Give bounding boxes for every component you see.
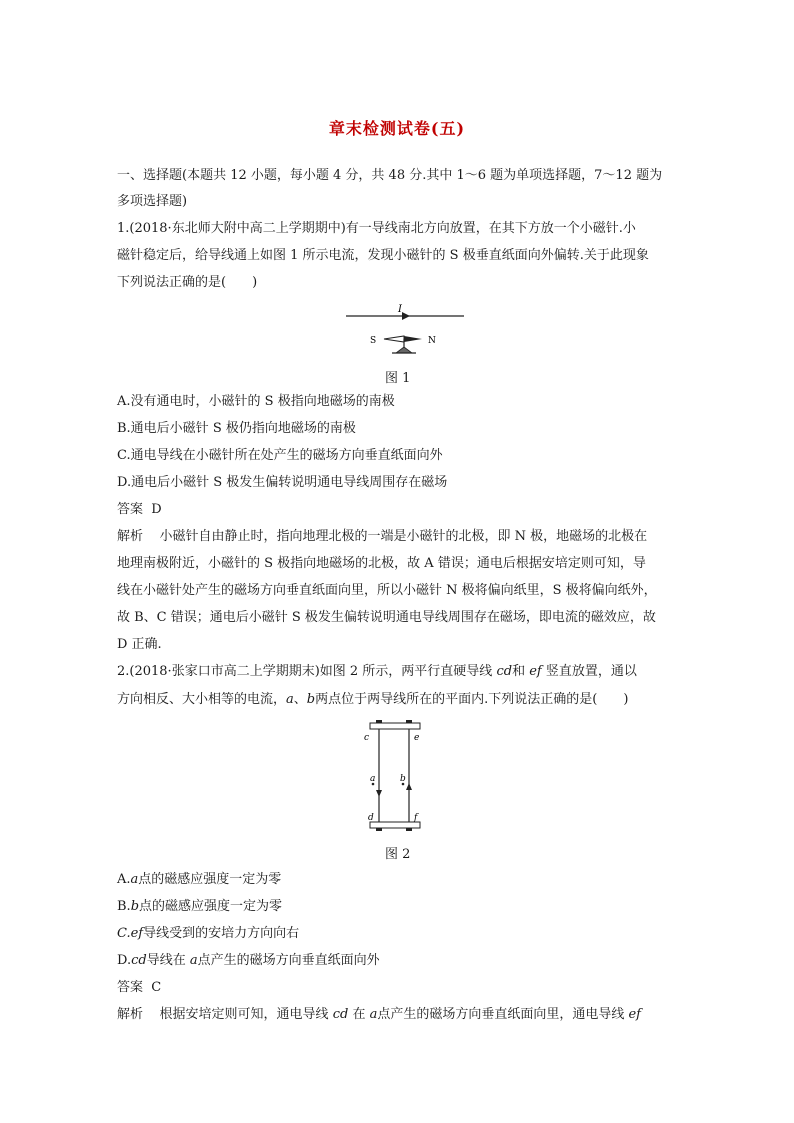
svg-text:a: a — [370, 774, 376, 784]
current-arrow — [402, 312, 410, 320]
q1-analysis-line2: 地理南极附近，小磁针的 S 极指向地磁场的北极，故 A 错误；通电后根据安培定则可知，导 — [117, 556, 646, 571]
q2-stem-line2 — [117, 690, 682, 710]
q1-answer — [117, 500, 682, 520]
svg-text:e: e — [414, 733, 420, 743]
var-b: b — [130, 899, 140, 914]
option-text: 导线在 — [146, 953, 190, 968]
figure-1-compass-wire — [340, 303, 470, 361]
needle-south — [384, 336, 404, 342]
svg-text:f: f — [414, 813, 418, 823]
q1-option-b: B.通电后小磁针 S 极仍指向地磁场的南极 — [117, 421, 356, 436]
svg-text:c: c — [364, 733, 370, 743]
figure-2-caption: 图 2 — [385, 847, 411, 862]
needle-stand — [396, 347, 412, 353]
answer-value: D — [151, 502, 162, 517]
stem-text: 竖直放置，通以 — [545, 664, 637, 679]
q2-option-c — [117, 924, 682, 944]
q2-answer — [117, 978, 682, 998]
q1-option-d: D.通电后小磁针 S 极发生偏转说明通电导线周围存在磁场 — [117, 475, 448, 490]
analysis-text: 在 — [352, 1007, 370, 1022]
q1-analysis-line1 — [117, 527, 682, 547]
var-ef: C.ef — [117, 926, 144, 941]
option-text: B. — [117, 899, 131, 914]
section-heading-line1: 一、选择题(本题共 12 小题，每小题 4 分，共 48 分.其中 1～6 题为单项选择题，7～12 题为 — [117, 168, 663, 183]
analysis-text: 点产生的磁场方向垂直纸面向里，通电导线 — [377, 1007, 629, 1022]
analysis-label: 解析 — [117, 529, 144, 544]
svg-text:b: b — [400, 774, 406, 784]
q1-stem-line3: 下列说法正确的是( ) — [117, 275, 258, 290]
answer-label: 答案 — [117, 980, 144, 995]
var-b: b — [306, 692, 316, 707]
stem-text: 方向相反、大小相等的电流， — [117, 692, 287, 707]
q2-analysis-line1 — [117, 1005, 682, 1025]
section-heading-line2: 多项选择题) — [117, 194, 188, 209]
q2-option-d — [117, 951, 682, 971]
current-label: I — [398, 304, 402, 315]
var-a: a — [286, 692, 294, 707]
figure-1-caption: 图 1 — [385, 371, 411, 386]
top-bar — [370, 723, 420, 729]
var-ef: ef — [628, 1007, 641, 1022]
option-text: 点产生的磁场方向垂直纸面向外 — [197, 953, 380, 968]
option-text: 导线受到的安培力方向向右 — [143, 926, 300, 941]
arrow-ef-up — [406, 783, 412, 790]
q1-option-a: A.没有通电时，小磁针的 S 极指向地磁场的南极 — [117, 394, 395, 409]
q2-option-b — [117, 897, 682, 917]
var-a: a — [130, 872, 139, 887]
option-text: D. — [117, 953, 132, 968]
var-a: a — [189, 953, 198, 968]
page-title: 章末检测试卷(五) — [328, 119, 466, 138]
q1-option-c: C.通电导线在小磁针所在处产生的磁场方向垂直纸面向外 — [117, 448, 443, 463]
stem-text: 2.(2018·张家口市高二上学期期末)如图 2 所示，两平行直硬导线 — [117, 664, 493, 679]
q2-stem-line1 — [117, 662, 682, 682]
var-ef: ef — [529, 664, 542, 679]
option-text: 点的磁感应强度一定为零 — [138, 872, 282, 887]
q1-analysis-line3: 线在小磁针处产生的磁场方向垂直纸面向里，所以小磁针 N 极将偏向纸里，S 极将偏向纸外， — [117, 583, 657, 598]
option-text: 点的磁感应强度一定为零 — [139, 899, 283, 914]
figure-2-parallel-wires — [360, 718, 430, 836]
svg-text:d: d — [368, 813, 374, 823]
analysis-text: 小磁针自由静止时，指向地理北极的一端是小磁针的北极，即 N 极，地磁场的北极在 — [159, 529, 648, 544]
answer-label: 答案 — [117, 502, 144, 517]
answer-value: C — [151, 980, 162, 995]
q1-stem-line2: 磁针稳定后，给导线通上如图 1 所示电流，发现小磁针的 S 极垂直纸面向外偏转.关于此现象 — [117, 248, 649, 263]
needle-north — [404, 336, 422, 342]
q2-option-a — [117, 870, 682, 890]
stem-text: 两点位于两导线所在的平面内.下列说法正确的是( ) — [315, 692, 629, 707]
q1-stem-line1: 1.(2018·东北师大附中高二上学期期中)有一导线南北方向放置，在其下方放一个小磁针.小 — [117, 221, 636, 236]
var-cd: cd — [332, 1007, 349, 1022]
south-label: S — [370, 336, 377, 346]
option-text: A. — [117, 872, 131, 887]
var-cd: cd — [496, 664, 513, 679]
var-a: a — [369, 1007, 378, 1022]
stem-text: 、 — [293, 692, 307, 707]
north-label: N — [428, 336, 436, 346]
arrow-cd-down — [376, 790, 382, 797]
analysis-text: 根据安培定则可知，通电导线 — [159, 1007, 333, 1022]
q1-analysis-line4: 故 B、C 错误；通电后小磁针 S 极发生偏转说明通电导线周围存在磁场，即电流的磁效应，故 — [117, 610, 656, 625]
bottom-bar — [370, 822, 420, 828]
q1-analysis-line5: D 正确. — [117, 637, 162, 652]
stem-text: 和 — [512, 664, 526, 679]
var-cd: cd — [131, 953, 147, 968]
analysis-label: 解析 — [117, 1007, 144, 1022]
